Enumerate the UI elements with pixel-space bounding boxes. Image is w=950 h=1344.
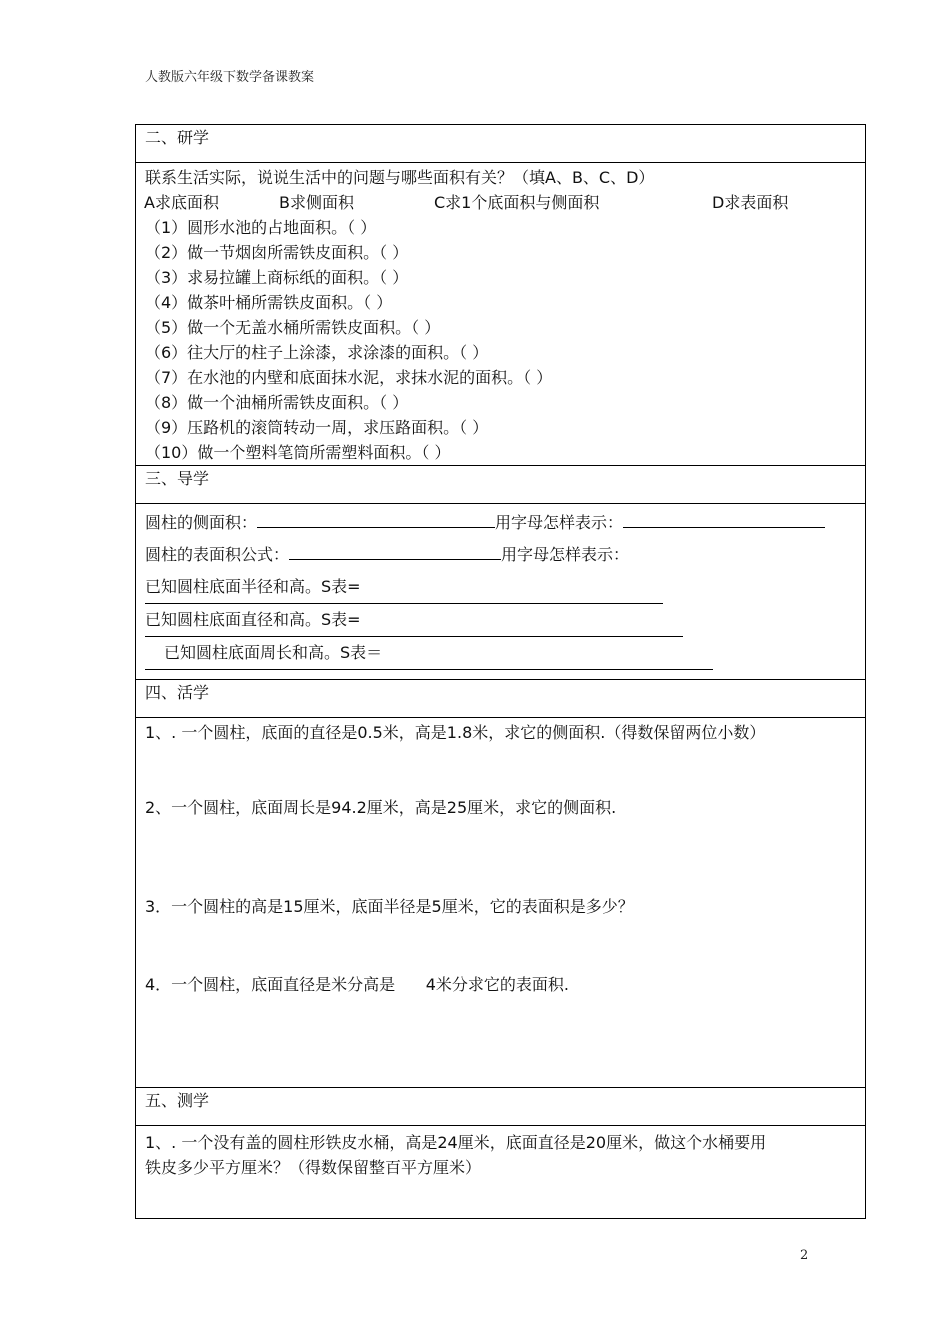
section-yanxue-header [136,125,866,163]
known-circumference-blank[interactable]: 已知圆柱底面周长和高。S表＝ [145,637,713,670]
list-item: （9）压路机的滚筒转动一周，求压路面积。（ ） [145,418,489,437]
question-2: 2、一个圆柱，底面周长是94.2厘米，高是25厘米，求它的侧面积. [145,798,617,817]
question-4: 4．一个圆柱，底面直径是米分高是 4米分求它的表面积. [145,975,569,994]
known-radius-blank[interactable]: 已知圆柱底面半径和高。S表= [145,571,663,604]
question-1: 1、. 一个圆柱，底面的直径是0.5米，高是1.8米，求它的侧面积.（得数保留两位小数） [145,723,766,742]
option-a: A求底面积 [144,193,219,212]
section-cexue-body [136,1126,866,1219]
lesson-table [135,124,866,1219]
list-item: （5）做一个无盖水桶所需铁皮面积。（ ） [145,318,441,337]
list-item: （10）做一个塑料笔筒所需塑料面积。（ ） [145,443,451,462]
lateral-letter-blank[interactable] [623,509,825,528]
question-3: 3．一个圆柱的高是15厘米，底面半径是5厘米，它的表面积是多少？ [145,897,634,916]
surface-area-blank[interactable] [289,541,501,560]
section-title: 五、测学 [136,1088,866,1126]
section-title: 四、活学 [136,680,866,718]
list-item: （1）圆形水池的占地面积。（ ） [145,218,377,237]
option-row [144,190,865,215]
known-diameter-line [145,604,865,637]
page-header: 人教版六年级下数学备课教案 [145,70,315,85]
surface-area-line: 圆柱的表面积公式： 用字母怎样表示： [145,539,865,571]
list-item: （6）往大厅的柱子上涂漆，求涂漆的面积。（ ） [145,343,489,362]
section-huoxue-body [136,718,866,1088]
section-daoxue-header [136,466,866,504]
list-item: （4）做茶叶桶所需铁皮面积。（ ） [145,293,393,312]
list-item: （8）做一个油桶所需铁皮面积。（ ） [145,393,409,412]
option-d: D求表面积 [712,193,789,212]
known-diameter-blank[interactable]: 已知圆柱底面直径和高。S表= [145,604,683,637]
list-item: （7）在水池的内壁和底面抹水泥，求抹水泥的面积。（ ） [145,368,553,387]
lateral-area-blank[interactable] [257,509,495,528]
section-daoxue-body [136,504,866,680]
list-item: （2）做一节烟囱所需铁皮面积。（ ） [145,243,409,262]
intro-text: 联系生活实际，说说生活中的问题与哪些面积有关？（填A、B、C、D） [145,168,655,187]
section-yanxue-body [136,163,866,466]
section-cexue-header [136,1088,866,1126]
section-huoxue-header [136,680,866,718]
lateral-area-line: 圆柱的侧面积： 用字母怎样表示： [145,507,865,539]
section-title: 二、研学 [136,125,866,163]
option-c: C求1个底面积与侧面积 [434,193,600,212]
test-question-line-1: 1、. 一个没有盖的圆柱形铁皮水桶，高是24厘米，底面直径是20厘米，做这个水桶要用 [145,1133,767,1152]
page-number: 2 [800,1248,809,1263]
option-b: B求侧面积 [279,193,354,212]
test-question-line-2: 铁皮多少平方厘米？（得数保留整百平方厘米） [145,1158,482,1177]
known-circumference-line [145,637,865,670]
list-item: （3）求易拉罐上商标纸的面积。（ ） [145,268,409,287]
section-title: 三、导学 [136,466,866,504]
known-radius-line [145,571,865,604]
